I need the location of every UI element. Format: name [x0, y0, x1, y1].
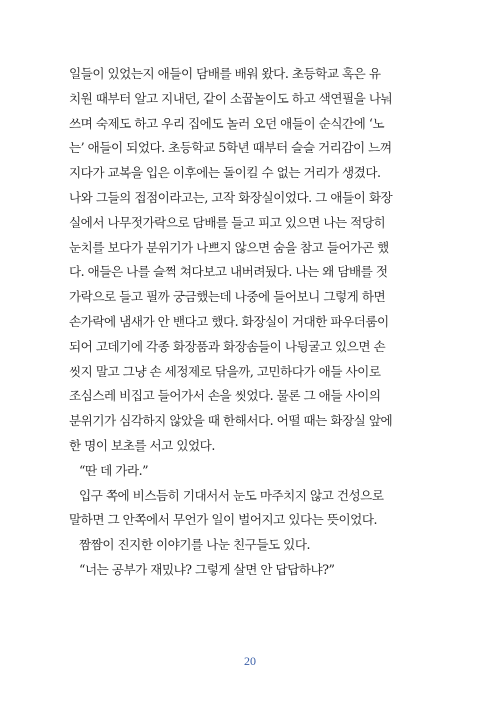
text-line: 씻지 말고 그냥 손 세정제로 닦을까, 고민하다가 애들 사이로: [69, 363, 381, 379]
text-line: 치원 때부터 알고 지내던, 같이 소꿉놀이도 하고 색연필을 나눠: [69, 90, 393, 106]
text-line: 조심스레 비집고 들어가서 손을 씻었다. 물론 그 애들 사이의: [69, 388, 381, 404]
text-line: 입구 쪽에 비스듬히 기대서서 눈도 마주치지 않고 건성으로: [79, 487, 384, 503]
page-number: 20: [244, 654, 256, 668]
body-text: [69, 62, 431, 583]
text-line: 쓰며 숙제도 하고 우리 집에도 놀러 오던 애들이 순식간에 ‘노: [69, 115, 385, 131]
text-line: 지다가 교복을 입은 이후에는 돌이킬 수 없는 거리가 생겼다.: [69, 165, 381, 181]
text-line: “딴 데 가라.”: [79, 462, 149, 478]
text-line: 눈치를 보다가 분위기가 나쁘지 않으면 숨을 참고 들어가곤 했: [69, 239, 389, 255]
text-line: 가락으로 들고 필까 궁금했는데 나중에 들어보니 그렇게 하면: [69, 289, 386, 305]
text-line: 분위기가 심각하지 않았을 때 한해서다. 어떨 때는 화장실 앞에: [69, 413, 393, 429]
text-line: 짬짬이 진지한 이야기를 나눈 친구들도 있다.: [79, 537, 310, 553]
text-line: 는’ 애들이 되었다. 초등학교 5학년 때부터 슬슬 거리감이 느껴: [69, 140, 392, 156]
text-line: 일들이 있었는지 애들이 담배를 배워 왔다. 초등학교 혹은 유: [69, 66, 381, 81]
text-line: 다. 애들은 나를 슬쩍 쳐다보고 내버려뒀다. 나는 왜 담배를 젓: [69, 264, 388, 280]
text-line: 한 명이 보초를 서고 있었다.: [69, 437, 215, 453]
text-line: 실에서 나무젓가락으로 담배를 들고 피고 있으면 나는 적당히: [69, 214, 386, 230]
text-line: 손가락에 냄새가 안 밴다고 했다. 화장실이 거대한 파우더룸이: [69, 313, 389, 329]
text-line: 말하면 그 안쪽에서 무언가 일이 벌어지고 있다는 뜻이었다.: [69, 512, 377, 528]
text-line: 나와 그들의 접점이라고는, 고작 화장실이었다. 그 애들이 화장: [69, 189, 393, 205]
text-line: 되어 고데기에 각종 화장품과 화장솜들이 나뒹굴고 있으면 손: [69, 338, 386, 354]
text-line: “너는 공부가 재밌냐? 그렇게 살면 안 답답하냐?”: [79, 561, 335, 577]
